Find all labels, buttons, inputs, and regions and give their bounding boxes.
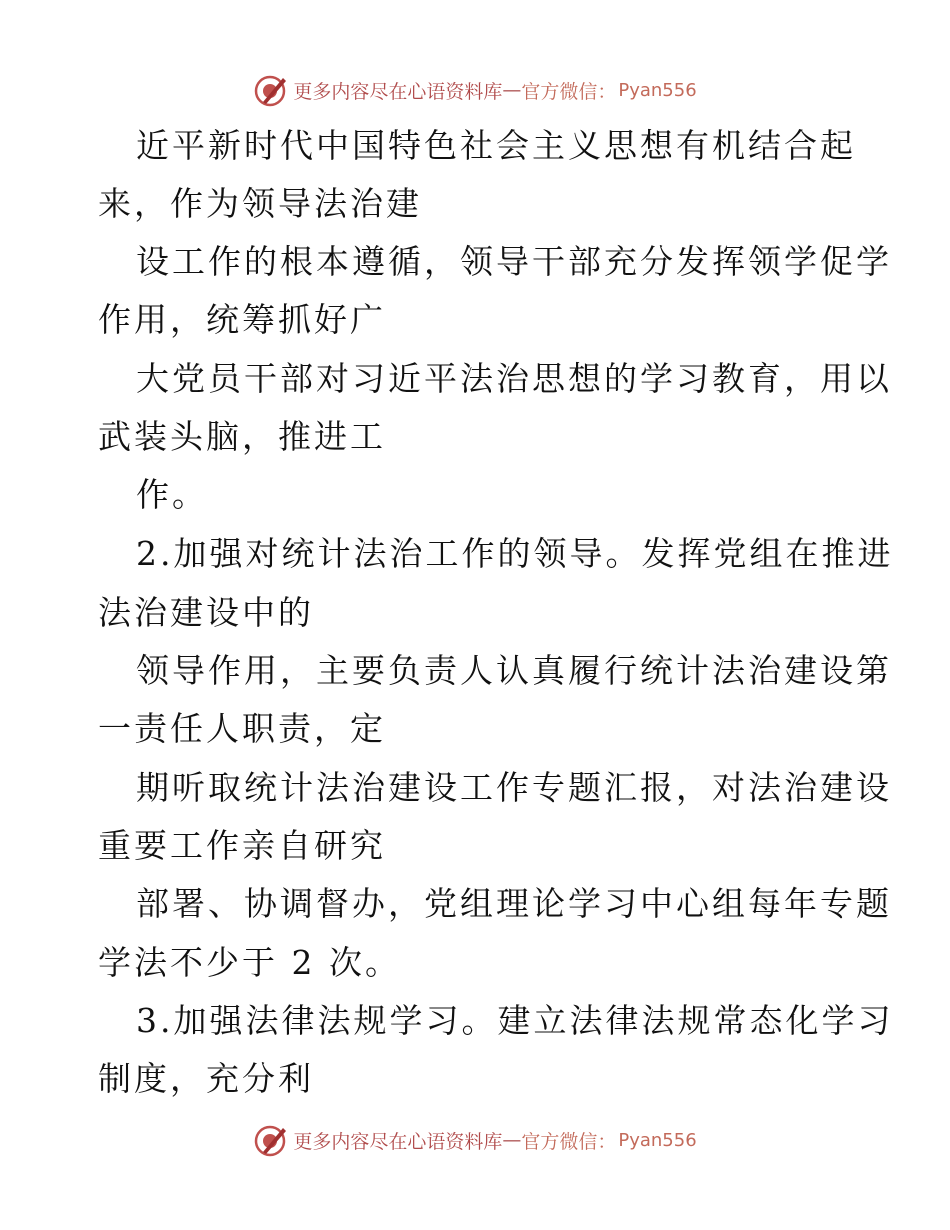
watermark-wechat-label: 官方微信：: [521, 1130, 617, 1153]
quill-logo-icon: [253, 1122, 289, 1158]
watermark-text: 更多内容尽在心语资料库: [293, 80, 503, 103]
text-line: 来，作为领导法治建: [98, 184, 422, 223]
text-line: 武装头脑，推进工: [98, 417, 386, 456]
watermark-wechat-label: 官方微信：: [521, 80, 617, 103]
text-line: 重要工作亲自研究: [98, 826, 386, 865]
text-line: 一责任人职责，定: [98, 709, 386, 748]
text-line: 法治建设中的: [98, 593, 314, 632]
quill-logo-icon: [253, 72, 289, 108]
text-line: 2.加强对统计法治工作的领导。发挥党组在推进: [136, 534, 894, 573]
text-line: 3.加强法律法规学习。建立法律法规常态化学习: [136, 1001, 894, 1040]
footer-watermark: [0, 1120, 950, 1160]
watermark-separator: —: [502, 79, 522, 101]
watermark-wechat-id: Pyan556: [618, 79, 697, 101]
watermark-separator: —: [502, 1129, 522, 1151]
text-line: 制度，充分利: [98, 1059, 314, 1098]
text-line: 部署、协调督办，党组理论学习中心组每年专题: [136, 884, 892, 923]
text-line: 领导作用，主要负责人认真履行统计法治建设第: [136, 651, 892, 690]
text-line: 设工作的根本遵循，领导干部充分发挥领学促学: [136, 242, 892, 281]
watermark-wechat-id: Pyan556: [618, 1129, 697, 1151]
text-line: 大党员干部对习近平法治思想的学习教育，用以: [136, 359, 892, 398]
text-line: 作。: [136, 475, 208, 514]
header-watermark: [0, 70, 950, 110]
text-line: 学法不少于 2 次。: [98, 943, 401, 982]
text-line: 近平新时代中国特色社会主义思想有机结合起: [136, 126, 856, 165]
watermark-text: 更多内容尽在心语资料库: [293, 1130, 503, 1153]
text-line: 作用，统筹抓好广: [98, 300, 386, 339]
text-line: 期听取统计法治建设工作专题汇报，对法治建设: [136, 768, 892, 807]
